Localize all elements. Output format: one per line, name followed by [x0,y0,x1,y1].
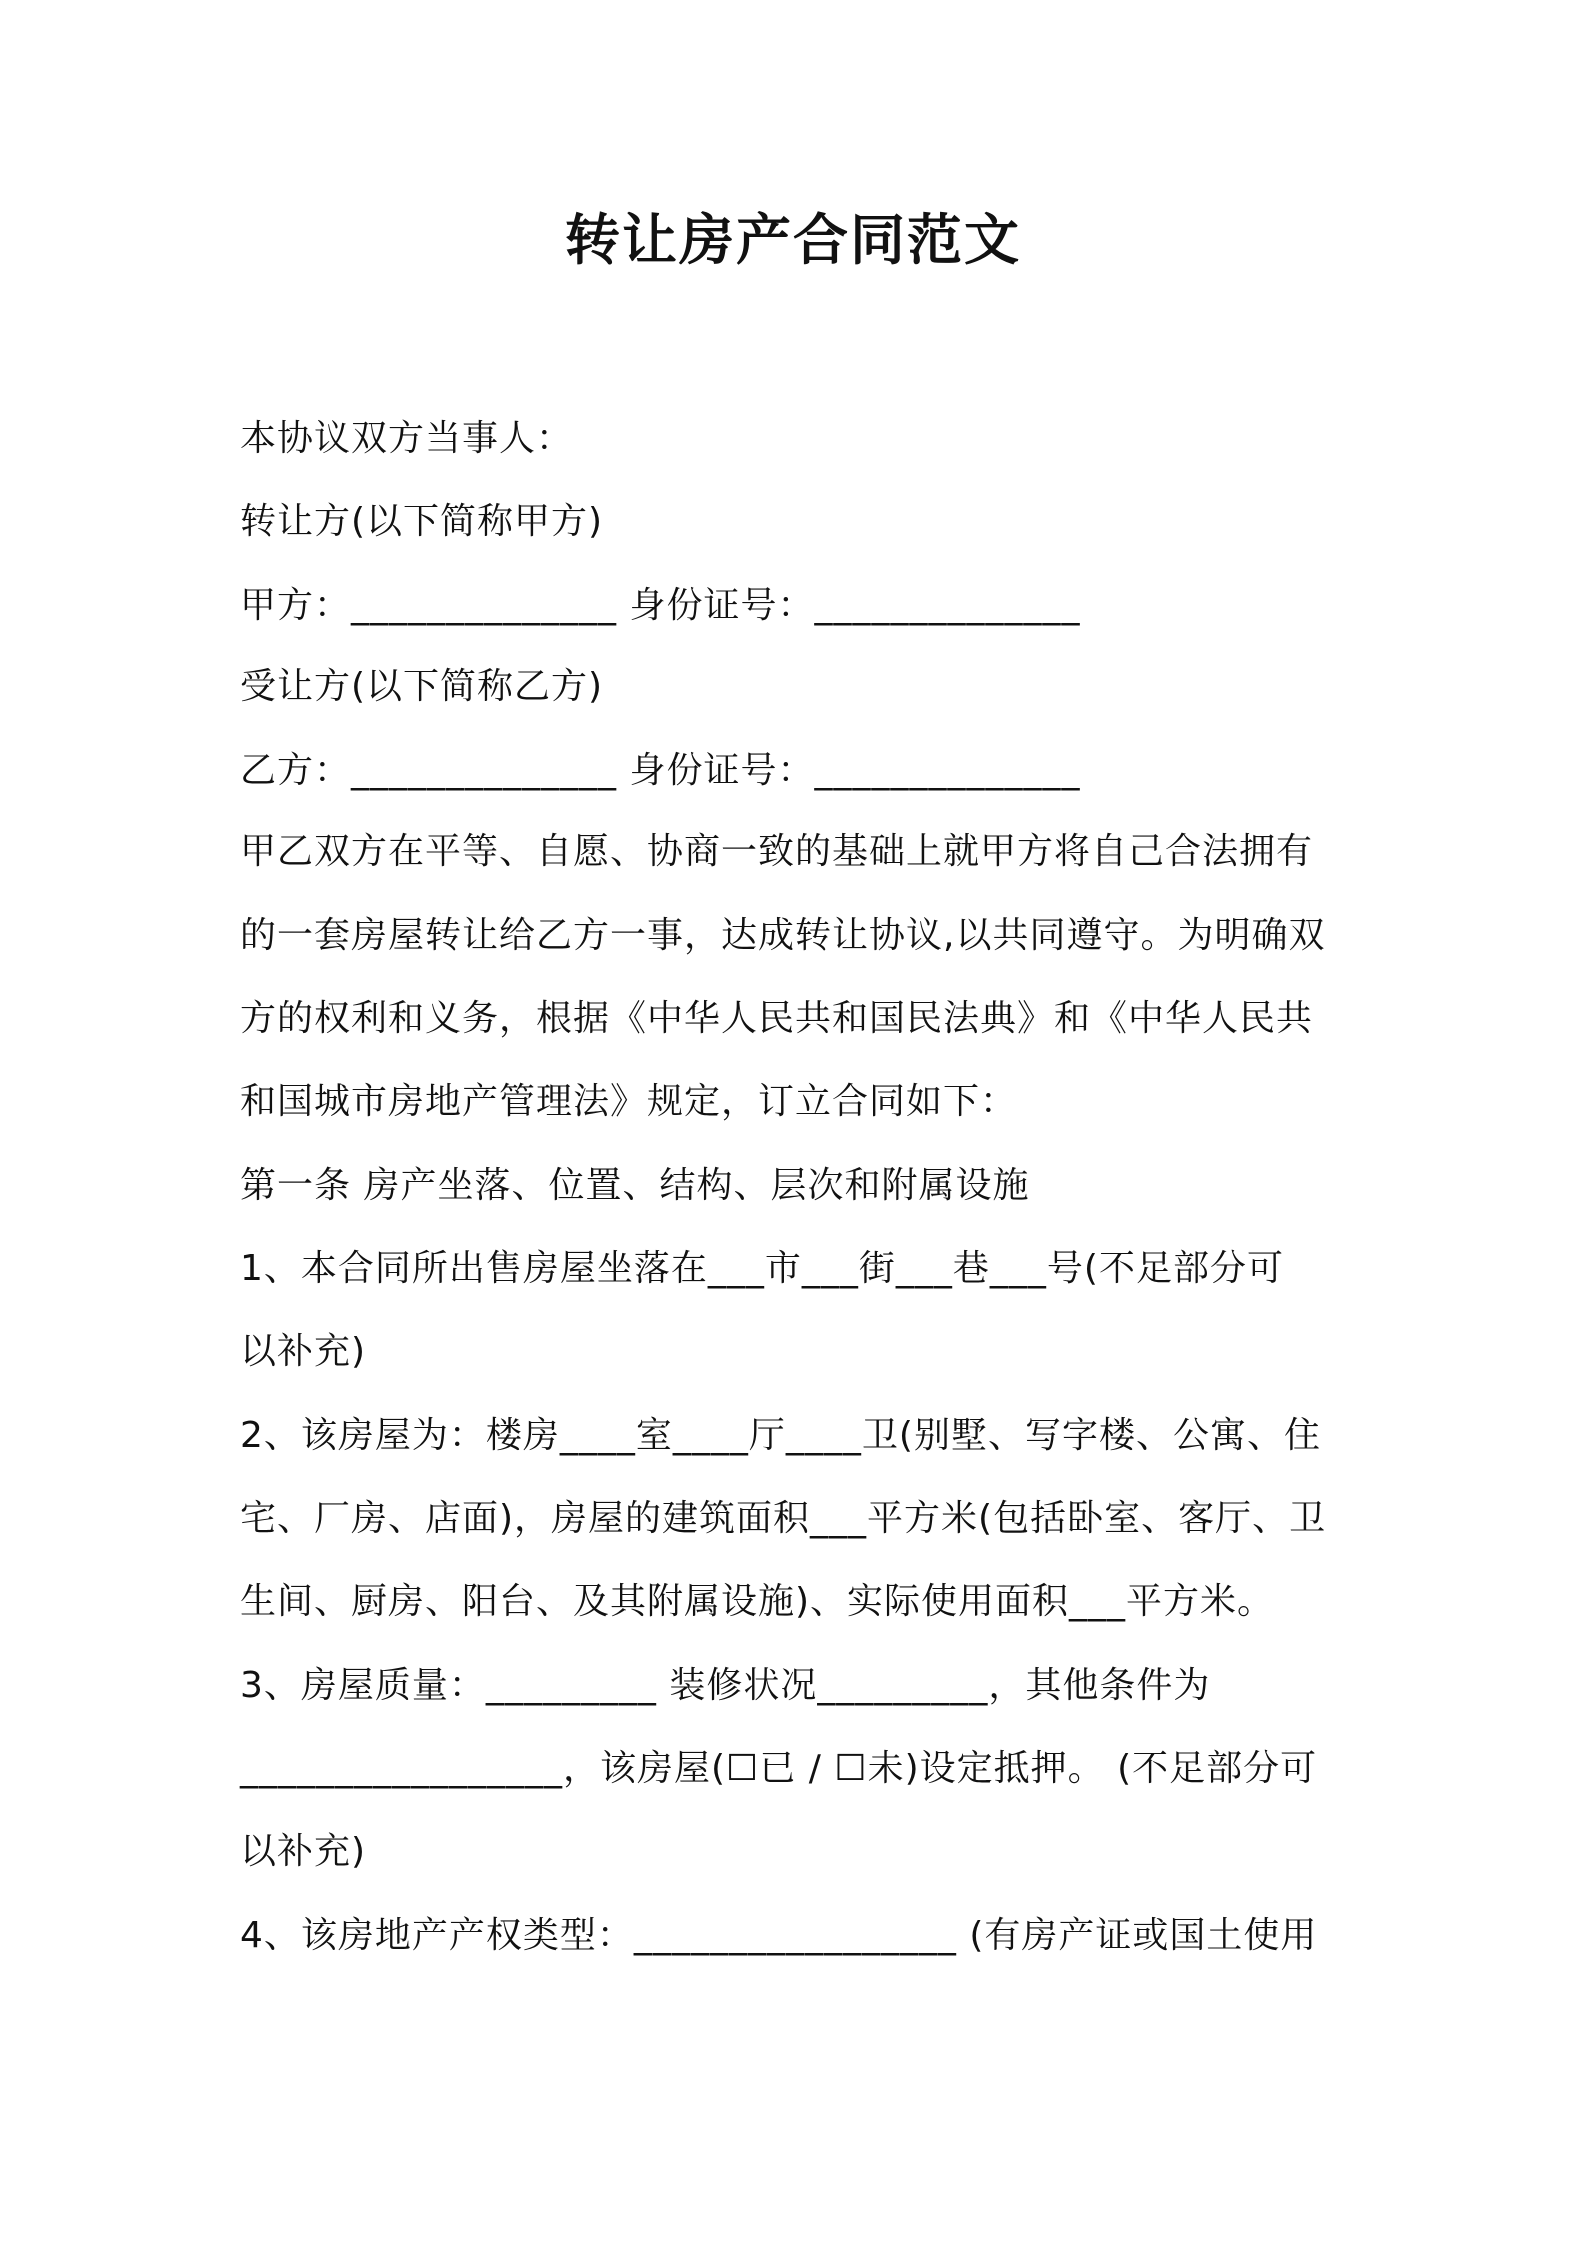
preamble-line: 和国城市房地产管理法》规定，订立合同如下： [240,1081,1018,1122]
document-title: 转让房产合同范文 [564,208,1021,272]
preamble-line: 方的权利和义务，根据《中华人民共和国民法典》和《中华人民共 [240,998,1314,1039]
party-b-line: 乙方：______________ 身份证号：______________ [240,750,1081,791]
clause-line: 以补充) [240,1831,367,1872]
article-one-heading: 第一条 房产坐落、位置、结构、层次和附属设施 [240,1165,1030,1206]
preamble-line: 的一套房屋转让给乙方一事，达成转让协议,以共同遵守。为明确双 [240,915,1326,956]
clause-line: 1、本合同所出售房屋坐落在___市___街___巷___号(不足部分可 [240,1248,1284,1289]
clause-line: 4、该房地产产权类型：_________________ (有房产证或国土使用 [240,1915,1318,1956]
clause-line: 以补充) [240,1331,367,1372]
transferee-heading: 受让方(以下简称乙方) [240,666,604,707]
transferor-heading: 转让方(以下简称甲方) [240,501,604,542]
party-intro-line: 本协议双方当事人： [240,418,574,459]
clause-line: 2、该房屋为：楼房____室____厅____卫(别墅、写字楼、公寓、住 [240,1415,1321,1456]
party-a-line: 甲方：______________ 身份证号：______________ [240,585,1081,626]
preamble-line: 甲乙双方在平等、自愿、协商一致的基础上就甲方将自己合法拥有 [240,831,1314,872]
clause-line: _________________，该房屋(☐已 / ☐未)设定抵押。 (不足部分可 [240,1748,1318,1789]
clause-line: 生间、厨房、阳台、及其附属设施)、实际使用面积___平方米。 [240,1581,1275,1622]
clause-line: 3、房屋质量：_________ 装修状况_________，其他条件为 [240,1665,1211,1706]
clause-line: 宅、厂房、店面)，房屋的建筑面积___平方米(包括卧室、客厅、卫 [240,1498,1327,1539]
